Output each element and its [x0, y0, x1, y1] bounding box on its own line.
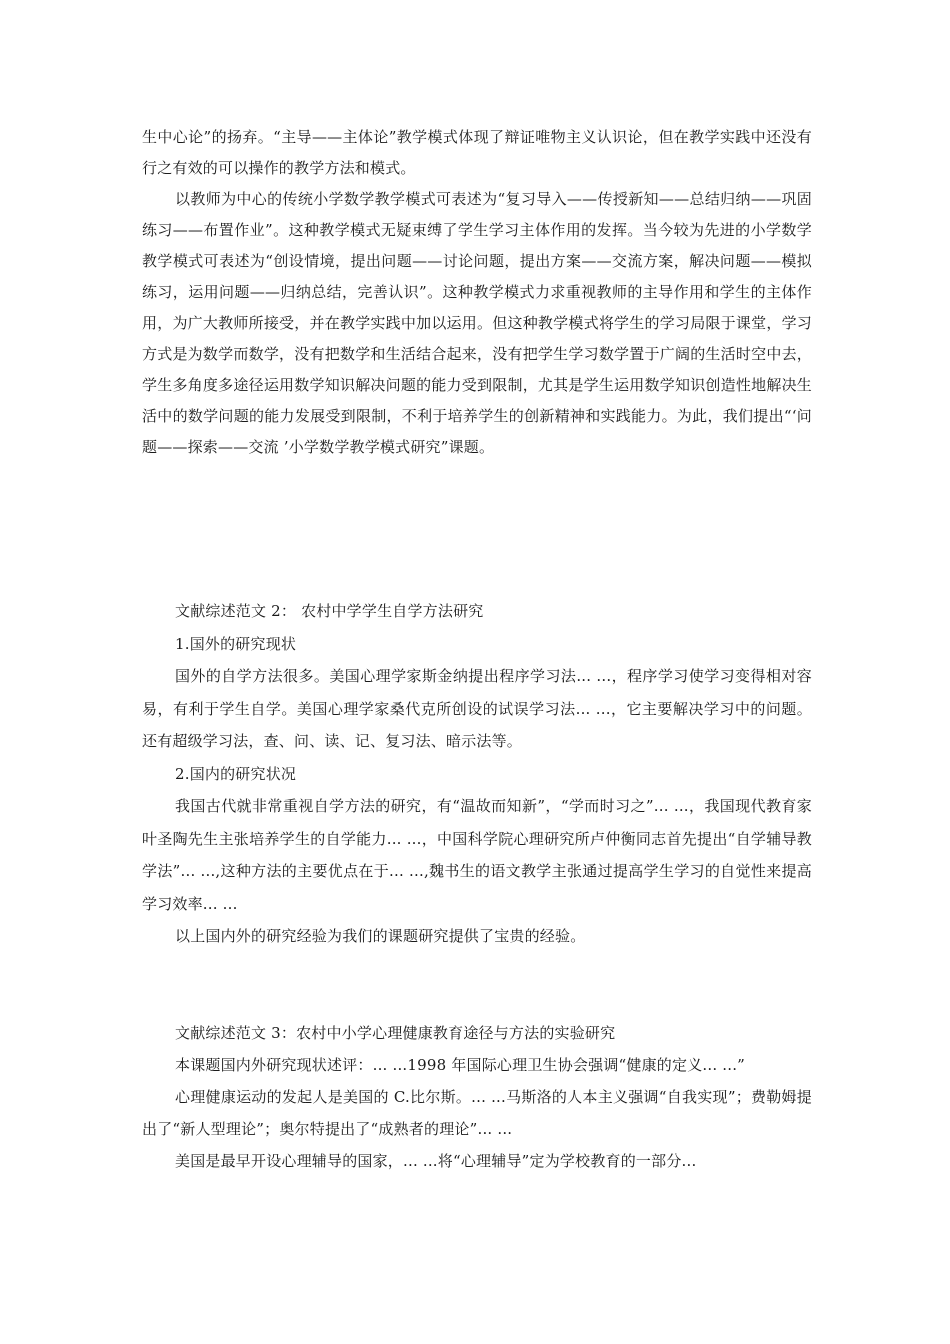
section-title: 文献综述范文 3：农村中小学心理健康教育途径与方法的实验研究 — [175, 1024, 616, 1042]
paragraph: 生中心论”的扬弃。“主导——主体论”教学模式体现了辩证唯物主义认识论，但在教学实践中还没有行之有效的可以操作的教学方法和模式。 — [142, 128, 812, 177]
paragraph: 心理健康运动的发起人是美国的 C.比尔斯。... ...马斯洛的人本主义强调“自我实现”；费勒姆提出了“新人型理论”；奥尔特提出了“成熟者的理论”... ... — [142, 1088, 812, 1138]
paragraph: 以上国内外的研究经验为我们的课题研究提供了宝贵的经验。 — [175, 927, 586, 945]
paragraph: 美国是最早开设心理辅导的国家，... ...将“心理辅导”定为学校教育的一部分... — [175, 1152, 697, 1170]
section-teaching-model — [142, 122, 812, 463]
section-title: 文献综述范文 2： 农村中学学生自学方法研究 — [175, 602, 484, 620]
paragraph: 我国古代就非常重视自学方法的研究，有“温故而知新”，“学而时习之”... ...，我国现代教育家叶圣陶先生主张培养学生的自学能力... ...，中国科学院心理研究所卢仲衡同志首先提出“自学辅导教学法”... ...,这种方法的主要优点在于... ...,魏书生的语文教学主张通过提高学生学习的自觉性来提高学习效率... ... — [142, 797, 812, 913]
paragraph: 本课题国内外研究现状述评：... ...1998 年国际心理卫生协会强调“健康的定义... ...” — [175, 1056, 746, 1074]
subheading: 2.国内的研究状况 — [175, 764, 297, 783]
paragraph: 以教师为中心的传统小学数学教学模式可表述为“复习导入——传授新知——总结归纳——巩固练习——布置作业”。这种教学模式无疑束缚了学生学习主体作用的发挥。当今较为先进的小学数学教学模式可表述为“创设情境，提出问题——讨论问题，提出方案——交流方案，解决问题——模拟练习，运用问题——归纳总结，完善认识”。这种教学模式力求重视教师的主导作用和学生的主体作用，为广大教师所接受，并在教学实践中加以运用。但这种教学模式将学生的学习局限于课堂，学习方式是为数学而数学，没有把数学和生活结合起来，没有把学生学习数学置于广阔的生活时空中去，学生多角度多途径运用数学知识解决问题的能力受到限制，尤其是学生运用数学知识创造性地解决生活中的数学问题的能力发展受到限制，不利于培养学生的创新精神和实践能力。为此，我们提出“‘问题——探索——交流 ’小学数学教学模式研究”课题。 — [142, 190, 812, 456]
section-sample-2 — [142, 595, 812, 953]
subheading: 1.国外的研究现状 — [175, 634, 297, 653]
paragraph: 国外的自学方法很多。美国心理学家斯金纳提出程序学习法... ...，程序学习使学习变得相对容易，有利于学生自学。美国心理学家桑代克所创设的试误学习法... ...，它主要解决学习中的问题。还有超级学习法，查、问、读、记、复习法、暗示法等。 — [142, 667, 812, 750]
section-sample-3 — [142, 1017, 812, 1177]
